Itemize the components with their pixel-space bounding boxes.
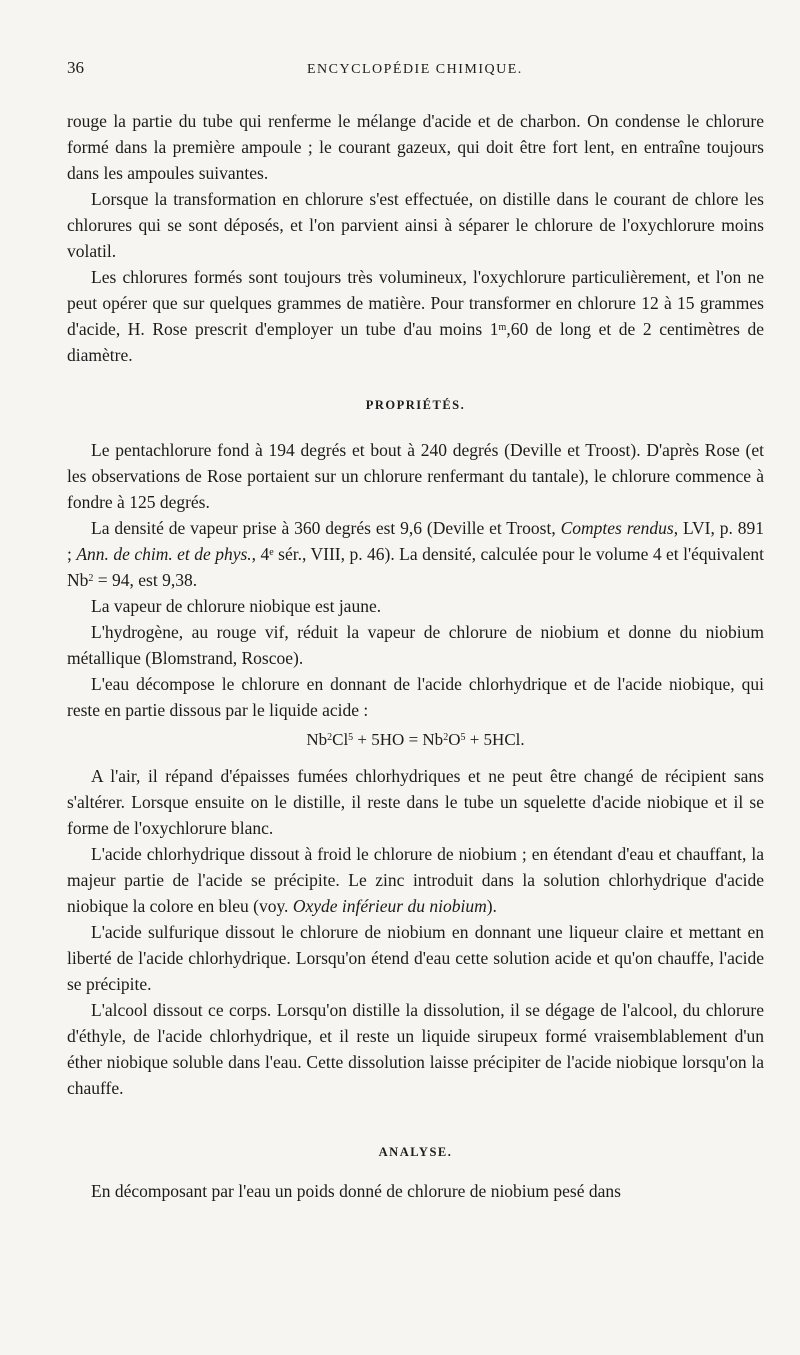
properties-paragraph-9: L'alcool dissout ce corps. Lorsqu'on distille la dissolution, il se dégage de l'alcool, du chlorure d'éthyle, de l'acide chlorhydrique, et il reste un liquide sirupeux formé vraisemblablement d'un éther niobique soluble dans l'eau. Cette dissolution laisse précipiter de l'acide niobique lorsqu'on la chauffe. [67,1000,764,1098]
properties-paragraph-3: La vapeur de chlorure niobique est jaune. [91,596,382,616]
intro-paragraph-2: Lorsque la transformation en chlorure s'est effectuée, on distille dans le courant de chlore les chlorures qui se sont déposés, et l'on parvient ainsi à séparer le chlorure de l'oxychlorure moins volatil. [67,189,764,261]
analysis-paragraph-1: En décomposant par l'eau un poids donné de chlorure de niobium pesé dans [91,1181,621,1201]
density-text-a: La densité de vapeur prise à 360 degrés est 9,6 (Deville et Troost, [91,518,561,538]
hydrochloric-text-b: ). [486,896,497,916]
cross-reference-oxyde: Oxyde inférieur du niobium [292,896,487,916]
body-text [67,108,764,1204]
properties-paragraph-1: Le pentachlorure fond à 194 degrés et bout à 240 degrés (Deville et Troost). D'après Rose (et les observations de Rose portaient sur un chlorure renfermant du tantale), le chlorure commence à fondre à 125 degrés. [67,440,764,512]
section-heading-analysis: ANALYSE. [378,1145,453,1159]
density-text-c: , 4e sér., VIII, p. 46). La densité, calculée pour le volume 4 et l'équivalent $Nb^2 = 94$, est 9,38. [67,544,765,590]
properties-paragraph-8: L'acide sulfurique dissout le chlorure de niobium en donnant une liqueur claire et mettant en liberté de l'acide chlorhydrique. Lorsqu'on étend d'eau cette solution acide et qu'on chauffe, l'acide se précipite. [67,922,764,994]
citation-comptes-rendus: Comptes rendus [560,518,674,538]
page-number: 36 [67,58,84,77]
citation-annales: Ann. de chim. et de phys. [76,544,252,564]
density-text-b: , LVI, p. 891 ; [67,518,764,564]
properties-paragraph-5: L'eau décompose le chlorure en donnant de l'acide chlorhydrique et de l'acide niobique, qui reste en partie dissous par le liquide acide : [67,674,764,720]
properties-paragraph-6: A l'air, il répand d'épaisses fumées chlorhydriques et ne peut être changé de récipient sans s'altérer. Lorsque ensuite on le distille, il reste dans le tube un squelette d'acide niobique et il se forme de l'oxychlorure blanc. [67,766,764,838]
properties-paragraph-4: L'hydrogène, au rouge vif, réduit la vapeur de chlorure de niobium et donne du niobium métallique (Blomstrand, Roscoe). [67,622,764,668]
hydrochloric-text-a: L'acide chlorhydrique dissout à froid le chlorure de niobium ; en étendant d'eau et chauffant, la majeur partie de l'acide se précipite. Le zinc introduit dans la solution chlorhydrique d'acide niobique la colore en bleu (voy. [67,844,764,916]
chemical-equation: $Nb^2Cl^5 + 5HO = Nb^2O^5 + 5HCl$. [306,730,525,749]
properties-paragraph-7 [67,841,764,919]
intro-paragraph-1: rouge la partie du tube qui renferme le mélange d'acide et de charbon. On condense le chlorure formé dans la première ampoule ; le courant gazeux, qui doit être fort lent, en entraîne toujours dans les ampoules suivantes. [67,111,764,183]
page-header [67,58,764,108]
section-heading-properties: PROPRIÉTÉS. [365,398,466,412]
intro-paragraph-3: Les chlorures formés sont toujours très volumineux, l'oxychlorure particulièrement, et l'on ne peut opérer que sur quelques grammes de matière. Pour transformer en chlorure 12 à 15 grammes d'acide, H. Rose prescrit d'employer un tube d'au moins 1$^m$,60 de long et de 2 centimètres de diamètre. [67,267,764,365]
running-title: ENCYCLOPÉDIE CHIMIQUE. [307,62,523,77]
properties-paragraph-2 [67,515,764,593]
